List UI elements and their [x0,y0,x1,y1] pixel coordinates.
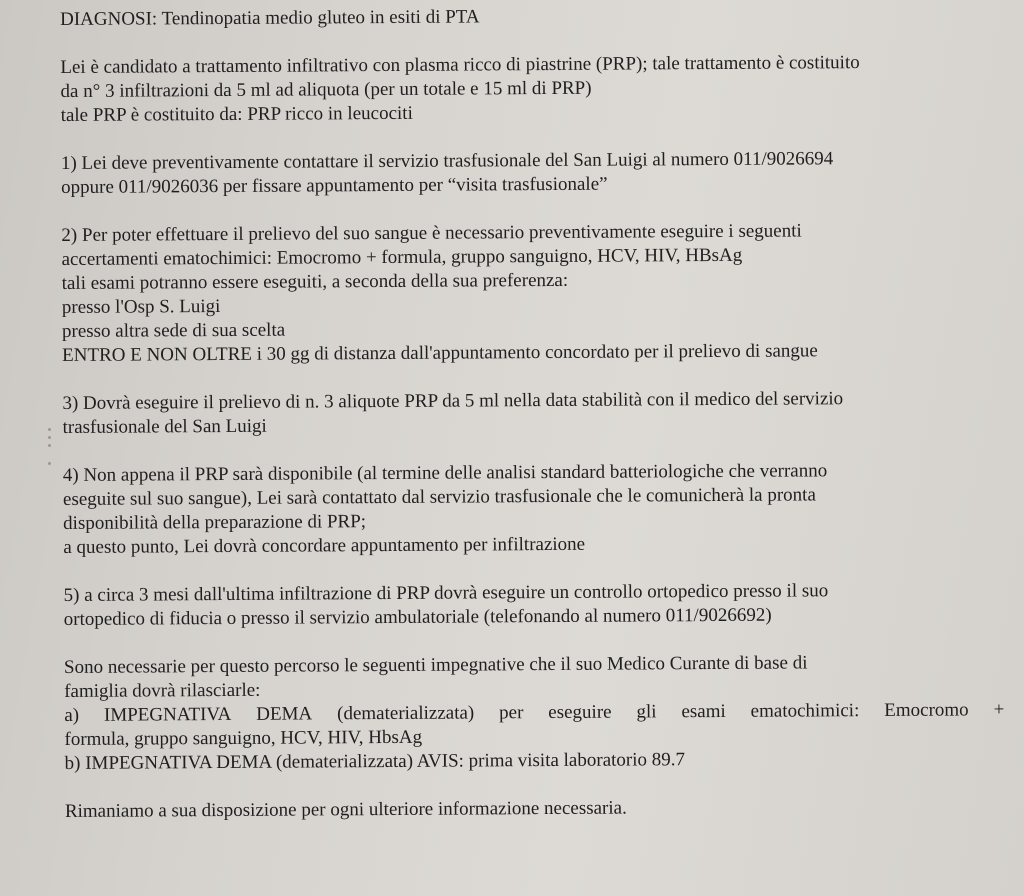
prescription-item-a-continuation: formula, gruppo sanguigno, HCV, HIV, HbsAg [64,726,423,750]
step-2-line: 2) Per poter effettuare il prelievo del suo sangue è necessario preventivamente eseguire i seguenti [61,220,802,246]
step-2-line: tali esami potranno essere eseguiti, a seconda della sua preferenza: [61,269,569,294]
justified-word: per [499,702,524,724]
step-5-line: 5) a circa 3 mesi dall'ultima infiltrazione di PRP dovrà eseguire un controllo ortopedico presso il suo [63,580,829,606]
justified-word: (dematerializzata) [337,702,475,725]
justified-word: gli [636,701,657,723]
step-3-line: 3) Dovrà eseguire il prelievo di n. 3 aliquote PRP da 5 ml nella data stabilità con il medico del servizio [62,388,844,414]
prescriptions-paragraph [64,650,1005,776]
justified-word: a) [64,704,80,726]
binder-hole-mark [48,462,51,465]
binder-hole-mark [48,436,51,439]
justified-word: + [993,699,1005,721]
step-4-line: 4) Non appena il PRP sarà disponibile (al termine delle analisi standard batteriologiche che verranno [62,460,828,486]
step-4-line: a questo punto, Lei dovrà concordare appuntamento per infiltrazione [63,533,586,558]
step-3-line: trasfusionale del San Luigi [62,415,267,438]
step-2-line: accertamenti ematochimici: Emocromo + formula, gruppo sanguigno, HCV, HIV, HBsAg [61,244,743,270]
step-2-paragraph [61,218,1002,368]
prescriptions-line: famiglia dovrà rilasciarle: [64,679,261,702]
justified-word: eseguire [548,701,612,724]
step-3-paragraph [62,386,1002,440]
step-2-line: presso l'Osp S. Luigi [61,296,221,318]
intro-paragraph [60,50,1000,128]
justified-word: esami [681,700,726,723]
step-1-paragraph [61,146,1001,200]
justified-word: DEMA [256,703,313,725]
step-1-line: 1) Lei deve preventivamente contattare il servizio trasfusionale del San Luigi al numero 011/9026694 [60,148,834,174]
binder-hole-mark [48,428,51,431]
document-page [60,2,1005,824]
intro-line: tale PRP è costituito da: PRP ricco in leucociti [60,102,413,126]
intro-line: Lei è candidato a trattamento infiltrativo con plasma ricco di piastrine (PRP); tale trattamento è costituito [60,52,860,78]
justified-word: IMPEGNATIVA [103,703,232,726]
step-1-line: oppure 011/9026036 per fissare appuntamento per “visita trasfusionale” [61,173,608,198]
diagnosis-line: DIAGNOSI: Tendinopatia medio gluteo in esiti di PTA [60,6,480,30]
prescriptions-line: Sono necessarie per questo percorso le seguenti impegnative che il suo Medico Curante di base di [63,652,808,678]
closing-line: Rimaniamo a sua disposizione per ogni ulteriore informazione necessaria. [64,797,627,822]
intro-line: da n° 3 infiltrazioni da 5 ml ad aliquota (per un totale e 15 ml di PRP) [60,77,592,102]
step-5-paragraph [64,578,1004,632]
prescription-item-b: b) IMPEGNATIVA DEMA (dematerializzata) AVIS: prima visita laboratorio 89.7 [64,749,686,774]
step-2-line: presso altra sede di sua scelta [61,319,286,342]
binder-hole-mark [48,444,51,447]
step-2-line: ENTRO E NON OLTRE i 30 gg di distanza dall'appuntamento concordato per il prelievo di sangue [62,340,818,366]
step-4-line: disponibilità della preparazione di PRP; [63,511,367,534]
justified-word: Emocromo [884,699,969,721]
justified-word: ematochimici: [750,700,860,722]
step-4-line: eseguite sul suo sangue), Lei sarà contattato dal servizio trasfusionale che le comunicherà la pronta [62,484,816,510]
step-5-line: ortopedico di fiducia o presso il servizio ambulatoriale (telefonando al numero 011/9026692) [63,604,772,630]
step-4-paragraph [63,458,1004,560]
